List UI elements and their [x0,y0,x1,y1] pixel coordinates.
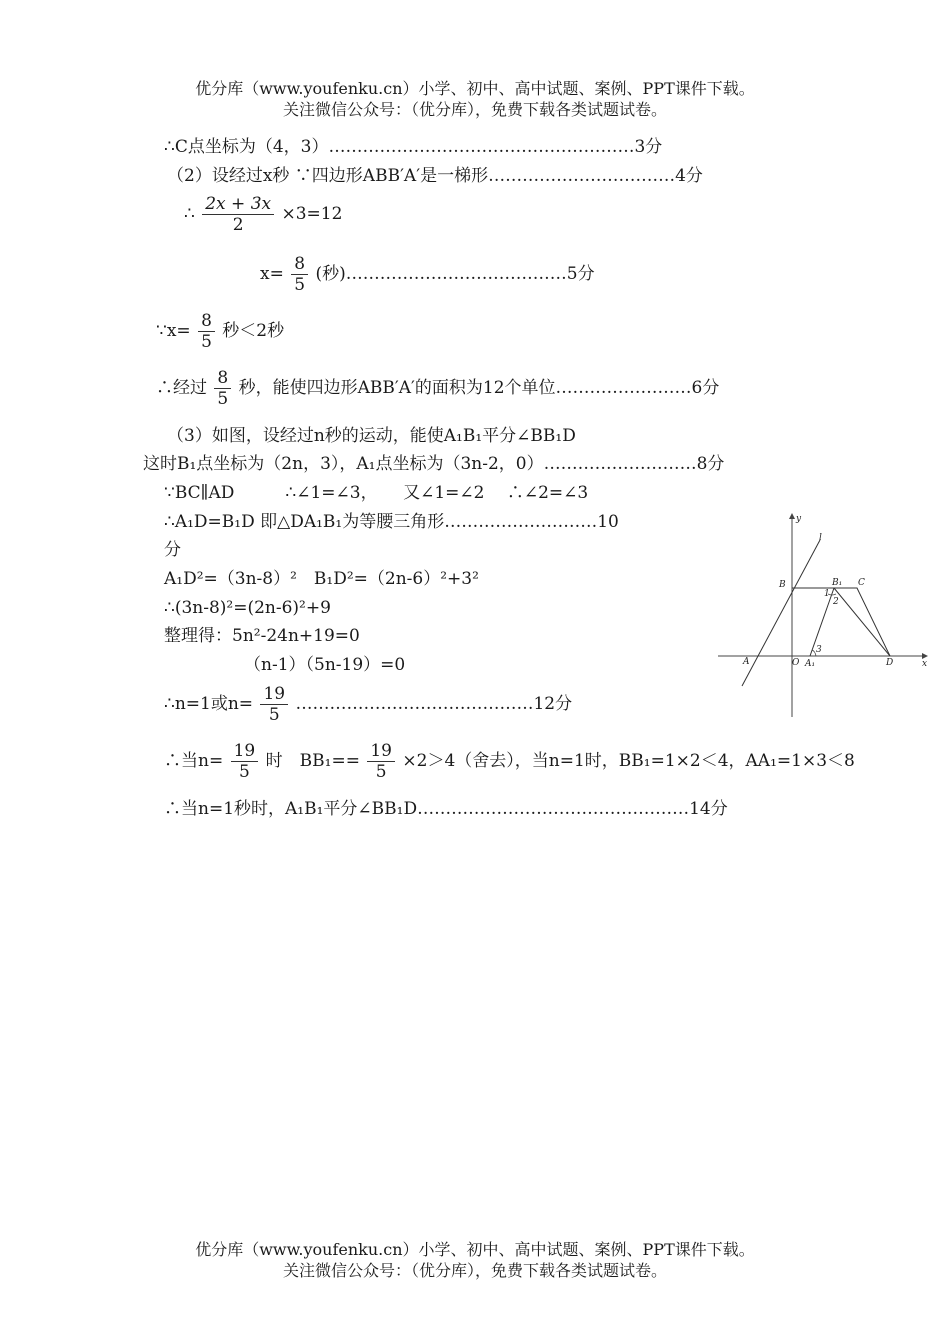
fraction-numerator: 8 [214,368,231,389]
fraction-area [202,194,274,235]
solution-line-isosceles: ∴A₁D=B₁D 即△DA₁B₁为等腰三角形………………………10 [164,512,619,532]
label-o: O [792,658,800,668]
fraction-19-5 [260,684,288,725]
y-axis-arrow-icon [789,513,795,519]
segment-b1-a1 [810,588,834,656]
label-b: B [779,580,786,590]
label-a: A [743,657,750,667]
fraction-denominator: 2 [232,215,244,235]
fraction-numerator: 19 [231,741,259,762]
x-equals: x= [260,264,284,284]
label-angle-1: 1 [824,589,830,599]
solution-line-n-values [164,684,572,725]
solution-line-c-coordinate: ∴C点坐标为（4，3）………………………………………………3分 [164,137,663,157]
solution-line-part2: （2）设经过x秒 ∵四边形ABB′A′是一梯形……………………………4分 [167,166,703,186]
header-line-1: 优分库（www.youfenku.cn）小学、初中、高中试题、案例、PPT课件下载。 [195,79,755,98]
solution-line-simplify: 整理得：5n²-24n+19=0 [164,626,360,646]
label-a1: A₁ [805,659,816,669]
solution-line-x-value [260,254,595,295]
therefore-symbol: ∴ [184,204,195,224]
label-d: D [886,658,894,668]
footer-line-2: 关注微信公众号：（优分库），免费下载各类试题试卷。 [282,1261,667,1280]
label-c: C [858,578,865,588]
fraction-19-5 [231,741,259,782]
bb1-equals: 时 BB₁== [265,751,360,771]
solution-line-equation-2: ∴(3n-8)²=(2n-6)²+9 [164,598,331,618]
check-result: ×2＞4（舍去），当n=1时，BB₁=1×2＜4，AA₁=1×3＜8 [402,751,855,771]
solution-line-squares: A₁D²=（3n-8）² B₁D²=（2n-6）²+3² [164,569,479,589]
fraction-8-5 [198,311,215,352]
label-angle-2: 2 [833,597,839,607]
solution-line-because-x [156,311,284,352]
fraction-19-5 [367,741,395,782]
score-5: (秒)…………………………………5分 [315,264,595,284]
fraction-8-5 [214,368,231,409]
label-x: x [922,659,928,669]
fraction-numerator: 19 [367,741,395,762]
coordinate-figure [716,510,931,720]
fraction-numerator: 19 [260,684,288,705]
solution-line-parallel: ∵BC∥AD ∴∠1=∠3， 又∠1=∠2 ∴∠2=∠3 [164,483,589,503]
trapezoid-bbcd [792,588,890,656]
fraction-numerator: 2x + 3x [202,194,274,215]
solution-line-equation [184,194,342,235]
score-6: 秒，能使四边形ABB′A′的面积为12个单位……………………6分 [238,378,720,398]
fraction-denominator: 5 [375,762,387,782]
after-prefix: ∴经过 [156,378,207,398]
when-n-equals: ∴当n= [164,751,224,771]
because-x-equals: ∵x= [156,321,191,341]
fraction-numerator: 8 [291,254,308,275]
solution-line-conclusion: ∴当n=1秒时，A₁B₁平分∠BB₁D…………………………………………14分 [164,799,728,819]
fraction-8-5 [291,254,308,295]
solution-line-check [164,741,855,782]
fraction-denominator: 5 [239,762,250,782]
equation-suffix: ×3=12 [281,204,343,224]
label-b1: B₁ [832,578,843,588]
fraction-denominator: 5 [217,389,229,409]
solution-line-factor: （n-1）（5n-19）=0 [244,655,406,675]
fraction-denominator: 5 [294,275,306,295]
fraction-denominator: 5 [201,332,212,352]
solution-line-area-12 [156,368,719,409]
footer-line-1: 优分库（www.youfenku.cn）小学、初中、高中试题、案例、PPT课件下载。 [195,1240,755,1259]
fraction-numerator: 8 [198,311,215,332]
score-12: ……………………………………12分 [295,694,573,714]
label-l: l [819,533,822,543]
label-y: y [796,514,802,524]
less-than-2: 秒＜2秒 [222,321,285,341]
label-angle-3: 3 [816,645,822,655]
n-equals: ∴n=1或n= [164,694,254,714]
fraction-denominator: 5 [268,705,280,725]
solution-line-b1-coordinate: 这时B₁点坐标为（2n，3），A₁点坐标为（3n-2，0）………………………8分 [143,454,725,474]
solution-line-part3: （3）如图，设经过n秒的运动，能使A₁B₁平分∠BB₁D [167,426,576,446]
solution-line-fen: 分 [164,540,181,560]
header-line-2: 关注微信公众号：（优分库），免费下载各类试题试卷。 [282,100,667,119]
